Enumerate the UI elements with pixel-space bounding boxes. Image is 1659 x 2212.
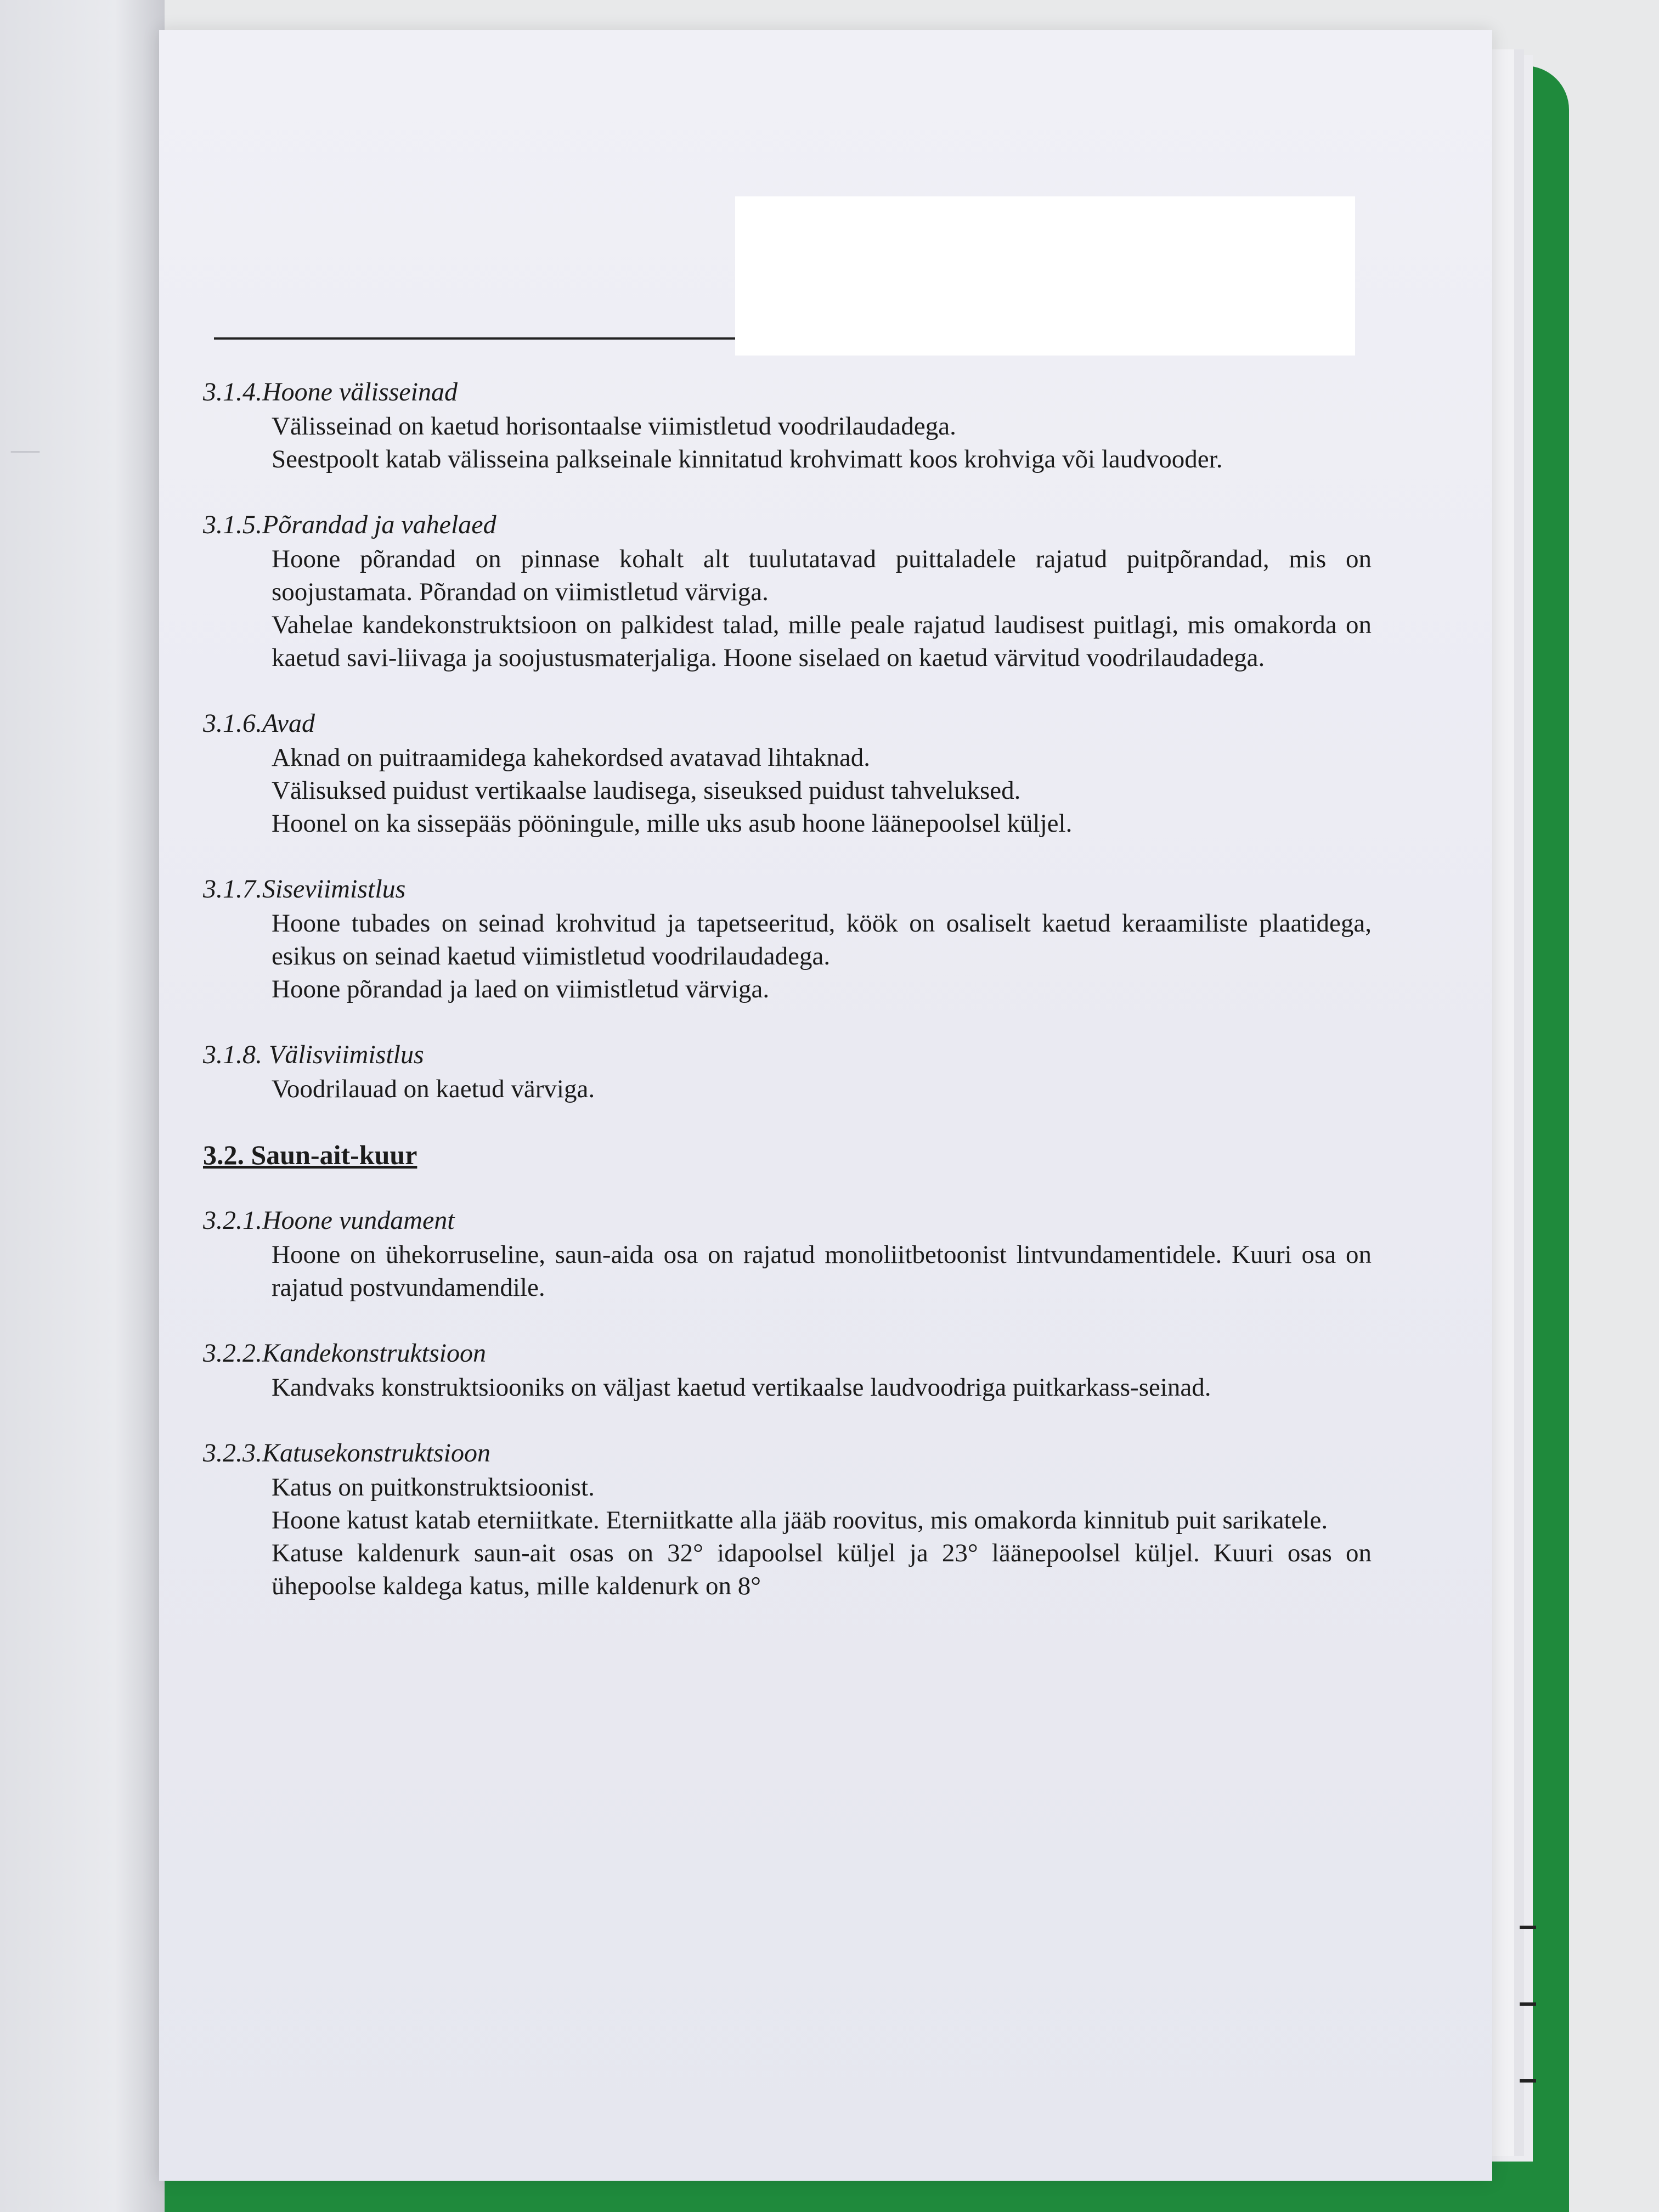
section-heading: 3.1.7.Siseviimistlus: [203, 874, 406, 904]
section-3-1-7: [203, 873, 1372, 1006]
section-3-1-4: [203, 376, 1372, 476]
paragraph: Vahelae kandekonstruktsioon on palkidest talad, mille peale rajatud laudisest puitlagi, mis omakorda on kaetud savi-liivaga ja soojustusmaterjaliga. Hoone siselaed on kaetud värvitud voodrilaudadega.: [272, 611, 1372, 672]
paragraph: Hoonel on ka sissepääs pööningule, mille uks asub hoone läänepoolsel küljel.: [272, 809, 1073, 838]
section-3-2-1: [203, 1204, 1372, 1304]
paragraph: Hoone põrandad ja laed on viimistletud värviga.: [272, 975, 770, 1003]
section-body: [203, 1238, 1372, 1304]
section-body: [203, 907, 1372, 1006]
paragraph: Aknad on puitraamidega kahekordsed avatavad lihtaknad.: [272, 743, 871, 772]
paragraph: Hoone on ühekorruseline, saun-aida osa on rajatud monoliitbetoonist lintvundamentidele. Kuuri osa on rajatud postvundamendile.: [272, 1240, 1372, 1302]
stack-edge-mark: [1520, 2079, 1536, 2083]
section-heading: 3.1.8. Välisviimistlus: [203, 1040, 424, 1069]
section-heading: 3.2.2.Kandekonstruktsioon: [203, 1339, 486, 1368]
section-3-2-2: [203, 1337, 1372, 1404]
section-body: [203, 741, 1372, 840]
paragraph: Välisseinad on kaetud horisontaalse viimistletud voodrilaudadega.: [272, 412, 956, 441]
section-heading: 3.2.1.Hoone vundament: [203, 1206, 455, 1235]
redaction-box: [735, 196, 1355, 356]
section-body: [203, 1073, 1372, 1105]
paragraph: Hoone tubades on seinad krohvitud ja tapetseeritud, köök on osaliselt kaetud keraamiliste plaatidega, esikus on seinad kaetud viimistletud voodrilaudadega.: [272, 909, 1372, 970]
document-page: [159, 30, 1492, 2181]
paragraph: Seestpoolt katab välisseina palkseinale kinnitatud krohvimatt koos krohviga või laudvooder.: [272, 445, 1223, 473]
paragraph: Katus on puitkonstruktsioonist.: [272, 1473, 595, 1502]
section-3-1-8: [203, 1039, 1372, 1105]
section-3-1-5: [203, 509, 1372, 674]
paragraph: Välisuksed puidust vertikaalse laudisega, siseuksed puidust tahveluksed.: [272, 776, 1021, 805]
paragraph: Hoone katust katab eterniitkate. Eterniitkatte alla jääb roovitus, mis omakorda kinnitub puit sarikatele.: [272, 1506, 1328, 1534]
paragraph: Voodrilauad on kaetud värviga.: [272, 1075, 595, 1103]
section-3-2-3: [203, 1437, 1372, 1602]
section-heading: 3.1.6.Avad: [203, 709, 315, 738]
bleed-through-text: —: [11, 434, 40, 465]
section-body: [203, 410, 1372, 476]
section-heading: 3.1.4.Hoone välisseinad: [203, 377, 458, 407]
stack-edge-mark: [1520, 2002, 1536, 2006]
page-content: [203, 376, 1372, 1635]
chapter-heading: 3.2. Saun-ait-kuur: [203, 1139, 417, 1170]
section-heading: 3.2.3.Katusekonstruktsioon: [203, 1438, 490, 1468]
section-heading: 3.1.5.Põrandad ja vahelaed: [203, 510, 496, 539]
paragraph: Katuse kaldenurk saun-ait osas on 32° idapoolsel küljel ja 23° läänepoolsel küljel. Kuuri osas on ühepoolse kaldega katus, mille kaldenurk on 8°: [272, 1539, 1372, 1600]
stack-edge-mark: [1520, 1926, 1536, 1929]
paragraph: Hoone põrandad on pinnase kohalt alt tuulutatavad puittaladele rajatud puitpõrandad, mis on soojustamata. Põrandad on viimistletud värviga.: [272, 545, 1372, 606]
section-body: [203, 1371, 1372, 1404]
facing-page: [0, 0, 165, 2212]
section-body: [203, 543, 1372, 674]
section-3-1-6: [203, 707, 1372, 840]
paragraph: Kandvaks konstruktsiooniks on väljast kaetud vertikaalse laudvoodriga puitkarkass-seinad.: [272, 1373, 1211, 1402]
header-rule: [214, 337, 763, 340]
section-body: [203, 1471, 1372, 1602]
